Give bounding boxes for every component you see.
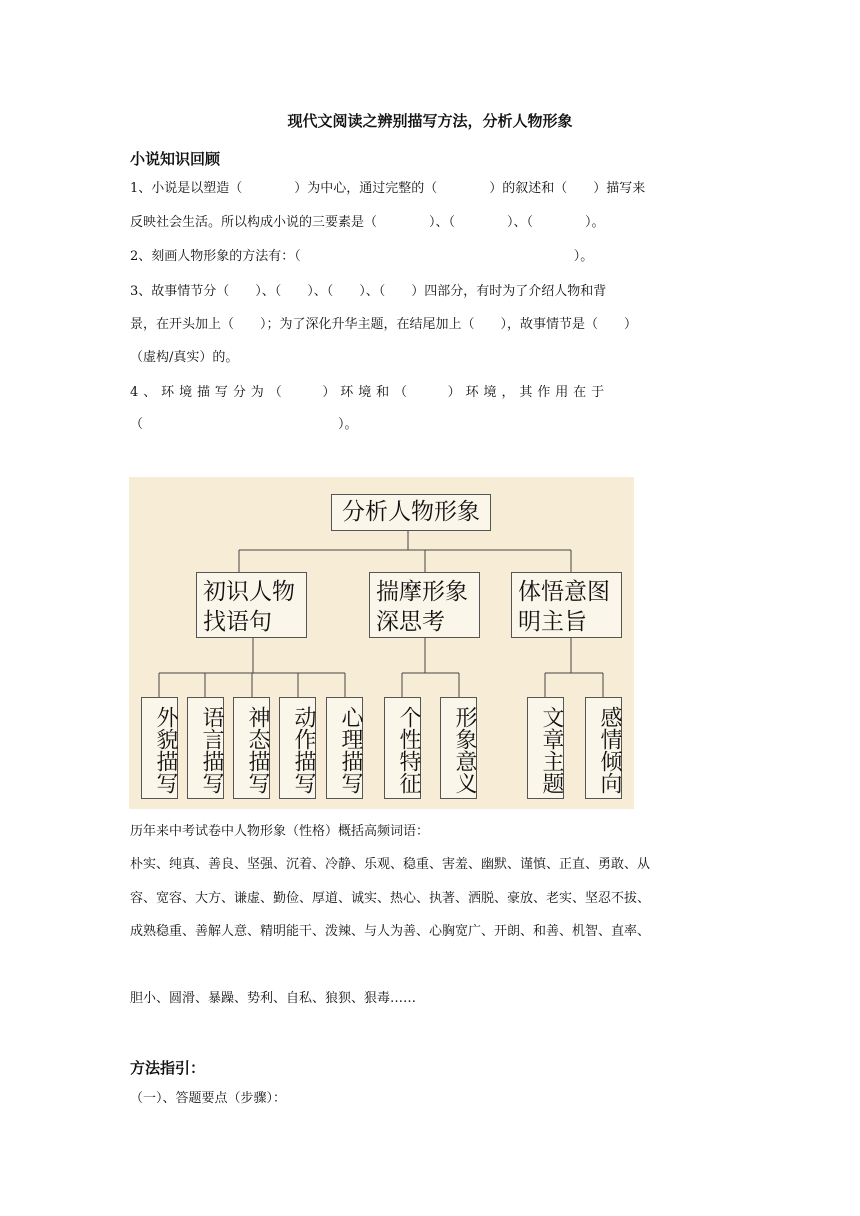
diagram-leaf-image-meaning: 形象意义 [440,697,477,799]
diagram-leaf-expression: 神态描写 [233,697,270,799]
diagram-leaf-action: 动作描写 [279,697,316,799]
section-heading-method: 方法指引： [130,1059,206,1077]
question-line: 景，在开头加上（ ）；为了深化升华主题，在结尾加上（ ），故事情节是（ ） [130,317,638,332]
vocab-line: 容、宽容、大方、谦虚、勤俭、厚道、诚实、热心、执著、洒脱、豪放、老实、坚忍不拔、 [130,891,651,906]
vocab-line: 朴实、纯真、善良、坚强、沉着、冷静、乐观、稳重、害羞、幽默、谨慎、正直、勇敢、从 [130,857,651,872]
vocab-line: 成熟稳重、善解人意、精明能干、泼辣、与人为善、心胸宽广、开朗、和善、机智、直率、 [130,924,651,939]
diagram-leaf-appearance: 外貌描写 [141,697,178,799]
vocab-intro: 历年来中考试卷中人物形象（性格）概括高频词语： [130,824,430,839]
vocab-line: 胆小、圆滑、暴躁、势利、自私、狼狈、狠毒…… [130,991,417,1006]
diagram-node-analyze: 揣摩形象 深思考 [369,572,480,638]
question-line: 4 、 环 境 描 写 分 为 （ ） 环 境 和 （ ） 环 境 ， 其 作 用 在 于 [130,385,605,400]
diagram-leaf-language: 语言描写 [187,697,224,799]
question-line: 2、刻画人物形象的方法有：（ ）。 [130,249,594,264]
diagram-leaf-psychology: 心理描写 [326,697,363,799]
subsection-steps: （一）、答题要点（步骤）： [130,1091,287,1106]
diagram-node-theme: 体悟意图 明主旨 [511,572,622,638]
question-line: 3、故事情节分（ ）、（ ）、（ ）、（ ）四部分，有时为了介绍人物和背 [130,284,607,299]
diagram-root-node: 分析人物形象 [331,494,491,531]
diagram-node-identify: 初识人物 找语句 [196,572,307,638]
diagram-leaf-emotion: 感情倾向 [585,697,622,799]
diagram-leaf-article-theme: 文章主题 [527,697,564,799]
section-heading-review: 小说知识回顾 [130,150,221,168]
question-line: （ ）。 [130,417,358,432]
page-title: 现代文阅读之辨别描写方法，分析人物形象 [287,112,573,130]
diagram-leaf-personality: 个性特征 [384,697,421,799]
question-line: （虚构/真实）的。 [130,350,239,365]
question-line: 反映社会生活。所以构成小说的三要素是（ ）、（ ）、（ ）。 [130,215,605,230]
question-line: 1、小说是以塑造（ ）为中心，通过完整的（ ）的叙述和（ ）描写来 [130,181,646,196]
character-analysis-diagram [129,477,634,809]
